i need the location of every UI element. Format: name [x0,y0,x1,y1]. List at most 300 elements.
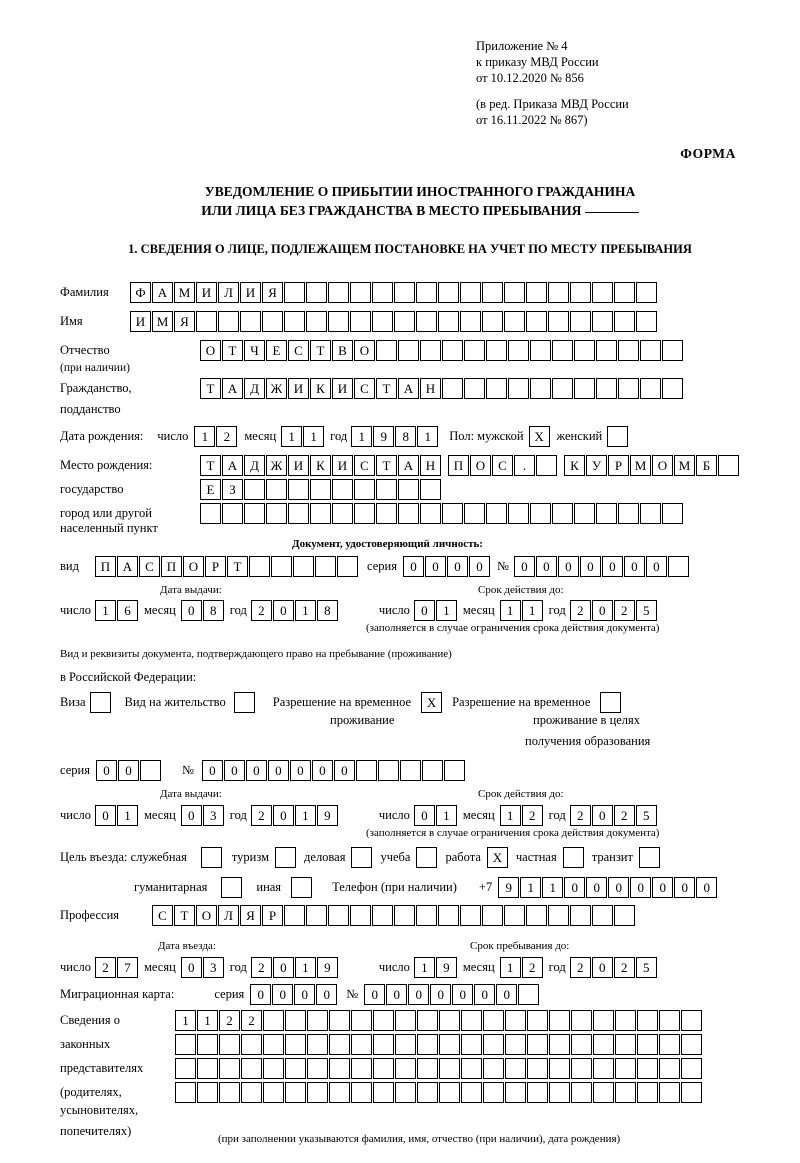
form-cell[interactable]: 0 [290,760,311,781]
form-cell[interactable] [614,311,635,332]
permit-valid-month-input[interactable] [500,805,544,826]
visa-checkbox[interactable] [90,692,111,713]
form-cell[interactable] [552,340,573,361]
form-cell[interactable]: О [196,905,217,926]
form-cell[interactable] [548,282,569,303]
form-cell[interactable] [351,1058,372,1079]
form-cell[interactable] [592,311,613,332]
form-cell[interactable] [636,311,657,332]
iddoc-series-input[interactable] [403,556,491,577]
form-cell[interactable]: 0 [202,760,223,781]
form-cell[interactable] [376,340,397,361]
form-cell[interactable]: 3 [203,805,224,826]
form-cell[interactable]: 2 [522,957,543,978]
form-cell[interactable] [310,503,331,524]
form-cell[interactable] [376,503,397,524]
form-cell[interactable]: А [152,282,173,303]
permit-series-input[interactable] [96,760,162,781]
form-cell[interactable] [552,503,573,524]
form-cell[interactable]: Т [376,378,397,399]
permit-number-input[interactable] [202,760,466,781]
form-cell[interactable] [615,1082,636,1103]
form-cell[interactable] [263,1058,284,1079]
form-cell[interactable]: 2 [614,957,635,978]
purpose-study-checkbox[interactable] [416,847,437,868]
form-cell[interactable]: Ф [130,282,151,303]
form-cell[interactable] [394,282,415,303]
form-cell[interactable]: Л [218,282,239,303]
form-cell[interactable] [240,311,261,332]
form-cell[interactable]: П [95,556,116,577]
form-cell[interactable]: И [288,455,309,476]
form-cell[interactable]: 1 [295,805,316,826]
form-cell[interactable] [219,1058,240,1079]
form-cell[interactable]: 0 [268,760,289,781]
form-cell[interactable] [439,1010,460,1031]
form-cell[interactable] [219,1082,240,1103]
form-cell[interactable] [508,340,529,361]
form-cell[interactable] [196,311,217,332]
form-cell[interactable] [464,378,485,399]
iddoc-valid-day-input[interactable] [414,600,458,621]
form-cell[interactable]: М [630,455,651,476]
form-cell[interactable] [373,1034,394,1055]
form-cell[interactable]: 0 [592,805,613,826]
form-cell[interactable] [592,905,613,926]
form-cell[interactable] [659,1082,680,1103]
birthplace-city-input-1[interactable] [200,479,442,500]
form-cell[interactable]: 0 [408,984,429,1005]
form-cell[interactable] [636,282,657,303]
form-cell[interactable]: 2 [570,805,591,826]
form-cell[interactable] [614,282,635,303]
form-cell[interactable] [518,984,539,1005]
form-cell[interactable] [175,1082,196,1103]
form-cell[interactable]: А [222,378,243,399]
form-cell[interactable] [373,1010,394,1031]
form-cell[interactable] [439,1034,460,1055]
form-cell[interactable] [288,503,309,524]
form-cell[interactable]: И [332,378,353,399]
form-cell[interactable]: О [354,340,375,361]
form-cell[interactable]: 1 [351,426,372,447]
form-cell[interactable] [262,311,283,332]
form-cell[interactable] [439,1058,460,1079]
form-cell[interactable] [570,282,591,303]
form-cell[interactable] [637,1010,658,1031]
form-cell[interactable] [218,311,239,332]
form-cell[interactable] [640,340,661,361]
form-cell[interactable]: Н [420,455,441,476]
form-cell[interactable] [527,1058,548,1079]
entry-month-input[interactable] [181,957,225,978]
form-cell[interactable] [175,1034,196,1055]
form-cell[interactable] [197,1058,218,1079]
permit-issue-day-input[interactable] [95,805,139,826]
form-cell[interactable]: 0 [630,877,651,898]
form-cell[interactable]: Т [200,455,221,476]
form-cell[interactable]: 1 [281,426,302,447]
form-cell[interactable] [329,1034,350,1055]
form-cell[interactable] [536,455,557,476]
form-cell[interactable]: Б [696,455,717,476]
form-cell[interactable] [718,455,739,476]
form-cell[interactable]: 8 [395,426,416,447]
form-cell[interactable]: О [183,556,204,577]
form-cell[interactable]: Р [205,556,226,577]
form-cell[interactable]: Т [310,340,331,361]
form-cell[interactable]: З [222,479,243,500]
form-cell[interactable] [483,1082,504,1103]
form-cell[interactable]: 0 [273,957,294,978]
form-cell[interactable] [329,1010,350,1031]
form-cell[interactable] [417,1082,438,1103]
form-cell[interactable] [350,282,371,303]
form-cell[interactable] [394,311,415,332]
form-cell[interactable] [464,503,485,524]
form-cell[interactable]: 9 [373,426,394,447]
migration-card-series-input[interactable] [250,984,338,1005]
birthplace-state-input[interactable] [200,455,740,476]
form-cell[interactable]: П [448,455,469,476]
form-cell[interactable] [659,1034,680,1055]
form-cell[interactable] [310,479,331,500]
form-cell[interactable] [241,1082,262,1103]
form-cell[interactable] [571,1010,592,1031]
form-cell[interactable]: Д [244,455,265,476]
form-cell[interactable]: 9 [498,877,519,898]
form-cell[interactable] [197,1082,218,1103]
form-cell[interactable] [464,340,485,361]
form-cell[interactable] [640,503,661,524]
form-cell[interactable]: 1 [436,805,457,826]
form-cell[interactable]: 1 [95,600,116,621]
form-cell[interactable]: 1 [522,600,543,621]
form-cell[interactable] [442,378,463,399]
form-cell[interactable]: А [398,378,419,399]
form-cell[interactable]: 1 [542,877,563,898]
form-cell[interactable] [614,905,635,926]
purpose-business-checkbox[interactable] [351,847,372,868]
form-cell[interactable] [288,479,309,500]
birthdate-day-input[interactable] [194,426,238,447]
form-cell[interactable] [284,905,305,926]
form-cell[interactable]: 0 [364,984,385,1005]
form-cell[interactable] [354,479,375,500]
form-cell[interactable] [416,282,437,303]
form-cell[interactable] [618,503,639,524]
form-cell[interactable] [662,503,683,524]
purpose-other-checkbox[interactable] [291,877,312,898]
form-cell[interactable] [306,282,327,303]
form-cell[interactable] [398,479,419,500]
form-cell[interactable]: 0 [273,805,294,826]
form-cell[interactable] [263,1082,284,1103]
form-cell[interactable]: 0 [674,877,695,898]
form-cell[interactable] [549,1010,570,1031]
form-cell[interactable]: 2 [522,805,543,826]
form-cell[interactable]: С [139,556,160,577]
form-cell[interactable] [681,1034,702,1055]
form-cell[interactable]: 0 [224,760,245,781]
form-cell[interactable] [332,503,353,524]
form-cell[interactable] [284,282,305,303]
form-cell[interactable]: 5 [636,805,657,826]
form-cell[interactable] [461,1010,482,1031]
form-cell[interactable] [420,340,441,361]
form-cell[interactable]: 7 [117,957,138,978]
form-cell[interactable] [372,311,393,332]
form-cell[interactable] [593,1010,614,1031]
form-cell[interactable] [640,378,661,399]
form-cell[interactable] [549,1034,570,1055]
form-cell[interactable]: 2 [219,1010,240,1031]
form-cell[interactable] [222,503,243,524]
form-cell[interactable]: 8 [203,600,224,621]
form-cell[interactable]: К [310,378,331,399]
form-cell[interactable] [618,340,639,361]
sex-female-checkbox[interactable] [607,426,628,447]
form-cell[interactable]: 9 [436,957,457,978]
form-cell[interactable]: Т [227,556,248,577]
form-cell[interactable]: С [152,905,173,926]
form-cell[interactable] [351,1082,372,1103]
form-cell[interactable] [329,1058,350,1079]
iddoc-kind-input[interactable] [95,556,359,577]
legal-reps-input-4[interactable] [175,1082,703,1103]
form-cell[interactable]: . [514,455,535,476]
form-cell[interactable]: Р [608,455,629,476]
form-cell[interactable]: С [492,455,513,476]
form-cell[interactable] [140,760,161,781]
iddoc-number-input[interactable] [514,556,690,577]
phone-input[interactable] [498,877,718,898]
form-cell[interactable] [482,282,503,303]
form-cell[interactable] [307,1058,328,1079]
form-cell[interactable]: 0 [646,556,667,577]
form-cell[interactable]: 0 [652,877,673,898]
form-cell[interactable] [395,1010,416,1031]
form-cell[interactable]: 0 [447,556,468,577]
form-cell[interactable]: 0 [95,805,116,826]
form-cell[interactable] [438,905,459,926]
form-cell[interactable]: 0 [558,556,579,577]
form-cell[interactable] [483,1058,504,1079]
form-cell[interactable]: 0 [316,984,337,1005]
form-cell[interactable]: 0 [469,556,490,577]
iddoc-valid-month-input[interactable] [500,600,544,621]
form-cell[interactable] [592,282,613,303]
form-cell[interactable]: 0 [334,760,355,781]
birthdate-month-input[interactable] [281,426,325,447]
form-cell[interactable]: Ж [266,378,287,399]
form-cell[interactable] [285,1034,306,1055]
form-cell[interactable] [526,905,547,926]
form-cell[interactable] [356,760,377,781]
form-cell[interactable] [461,1034,482,1055]
form-cell[interactable]: 0 [536,556,557,577]
legal-reps-input-3[interactable] [175,1058,703,1079]
form-cell[interactable]: 1 [520,877,541,898]
form-cell[interactable]: 0 [580,556,601,577]
form-cell[interactable] [306,905,327,926]
form-cell[interactable] [244,503,265,524]
form-cell[interactable]: 1 [500,600,521,621]
form-cell[interactable] [504,311,525,332]
form-cell[interactable] [398,503,419,524]
form-cell[interactable] [527,1034,548,1055]
form-cell[interactable] [483,1034,504,1055]
purpose-private-checkbox[interactable] [563,847,584,868]
form-cell[interactable] [527,1010,548,1031]
citizenship-input[interactable] [200,378,684,399]
form-cell[interactable]: 1 [194,426,215,447]
form-cell[interactable]: 0 [386,984,407,1005]
form-cell[interactable] [307,1034,328,1055]
form-cell[interactable]: 0 [181,600,202,621]
form-cell[interactable]: 8 [317,600,338,621]
form-cell[interactable]: 0 [602,556,623,577]
form-cell[interactable] [442,340,463,361]
form-cell[interactable]: И [240,282,261,303]
purpose-tourism-checkbox[interactable] [275,847,296,868]
form-cell[interactable]: 0 [496,984,517,1005]
profession-input[interactable] [152,905,636,926]
form-cell[interactable]: М [174,282,195,303]
form-cell[interactable]: 1 [417,426,438,447]
form-cell[interactable]: К [564,455,585,476]
form-cell[interactable] [395,1034,416,1055]
purpose-transit-checkbox[interactable] [639,847,660,868]
form-cell[interactable]: 0 [294,984,315,1005]
form-cell[interactable]: 0 [696,877,717,898]
stay-year-input[interactable] [570,957,658,978]
purpose-work-checkbox[interactable]: X [487,847,508,868]
form-cell[interactable]: 1 [295,600,316,621]
form-cell[interactable]: 2 [570,600,591,621]
form-cell[interactable]: Я [262,282,283,303]
legal-reps-input-1[interactable] [175,1010,703,1031]
form-cell[interactable] [504,905,525,926]
form-cell[interactable] [416,905,437,926]
form-cell[interactable] [373,1082,394,1103]
form-cell[interactable]: А [117,556,138,577]
form-cell[interactable] [417,1010,438,1031]
form-cell[interactable] [175,1058,196,1079]
form-cell[interactable] [285,1058,306,1079]
form-cell[interactable] [439,1082,460,1103]
form-cell[interactable] [618,378,639,399]
form-cell[interactable] [420,503,441,524]
form-cell[interactable] [328,905,349,926]
form-cell[interactable] [249,556,270,577]
form-cell[interactable]: П [161,556,182,577]
form-cell[interactable]: 0 [246,760,267,781]
form-cell[interactable]: Т [222,340,243,361]
form-cell[interactable]: 0 [414,600,435,621]
form-cell[interactable] [394,905,415,926]
permit-issue-year-input[interactable] [251,805,339,826]
form-cell[interactable]: А [398,455,419,476]
stay-day-input[interactable] [414,957,458,978]
iddoc-issue-year-input[interactable] [251,600,339,621]
form-cell[interactable] [442,503,463,524]
form-cell[interactable]: 1 [175,1010,196,1031]
form-cell[interactable]: 1 [117,805,138,826]
form-cell[interactable]: Я [240,905,261,926]
form-cell[interactable] [548,905,569,926]
form-cell[interactable] [637,1058,658,1079]
form-cell[interactable]: Е [266,340,287,361]
form-cell[interactable] [596,503,617,524]
form-cell[interactable]: 1 [414,957,435,978]
form-cell[interactable] [307,1082,328,1103]
form-cell[interactable]: 1 [303,426,324,447]
form-cell[interactable] [504,282,525,303]
form-cell[interactable] [508,378,529,399]
form-cell[interactable] [681,1082,702,1103]
form-cell[interactable]: 1 [436,600,457,621]
form-cell[interactable]: 9 [317,805,338,826]
form-cell[interactable]: Т [200,378,221,399]
form-cell[interactable] [461,1082,482,1103]
form-cell[interactable]: С [354,378,375,399]
form-cell[interactable] [571,1034,592,1055]
form-cell[interactable]: 5 [636,957,657,978]
form-cell[interactable] [337,556,358,577]
form-cell[interactable] [395,1058,416,1079]
legal-reps-input-2[interactable] [175,1034,703,1055]
form-cell[interactable]: Н [420,378,441,399]
form-cell[interactable] [241,1058,262,1079]
iddoc-issue-month-input[interactable] [181,600,225,621]
form-cell[interactable]: В [332,340,353,361]
form-cell[interactable]: Р [262,905,283,926]
form-cell[interactable]: 2 [570,957,591,978]
entry-year-input[interactable] [251,957,339,978]
form-cell[interactable]: 0 [474,984,495,1005]
form-cell[interactable]: 0 [250,984,271,1005]
form-cell[interactable] [400,760,421,781]
form-cell[interactable]: О [200,340,221,361]
form-cell[interactable] [420,479,441,500]
form-cell[interactable] [486,378,507,399]
form-cell[interactable] [681,1010,702,1031]
form-cell[interactable] [482,905,503,926]
form-cell[interactable]: И [288,378,309,399]
form-cell[interactable]: 1 [500,805,521,826]
form-cell[interactable] [329,1082,350,1103]
form-cell[interactable] [351,1034,372,1055]
form-cell[interactable] [505,1010,526,1031]
form-cell[interactable] [571,1082,592,1103]
form-cell[interactable]: 1 [197,1010,218,1031]
form-cell[interactable] [197,1034,218,1055]
form-cell[interactable]: А [222,455,243,476]
form-cell[interactable]: 2 [614,600,635,621]
birthplace-city-input-2[interactable] [200,503,684,524]
form-cell[interactable]: 6 [117,600,138,621]
form-cell[interactable] [460,905,481,926]
form-cell[interactable]: 5 [636,600,657,621]
form-cell[interactable] [505,1058,526,1079]
form-cell[interactable] [244,479,265,500]
form-cell[interactable]: Ч [244,340,265,361]
form-cell[interactable]: 0 [273,600,294,621]
form-cell[interactable] [530,503,551,524]
form-cell[interactable]: У [586,455,607,476]
form-cell[interactable]: 0 [96,760,117,781]
